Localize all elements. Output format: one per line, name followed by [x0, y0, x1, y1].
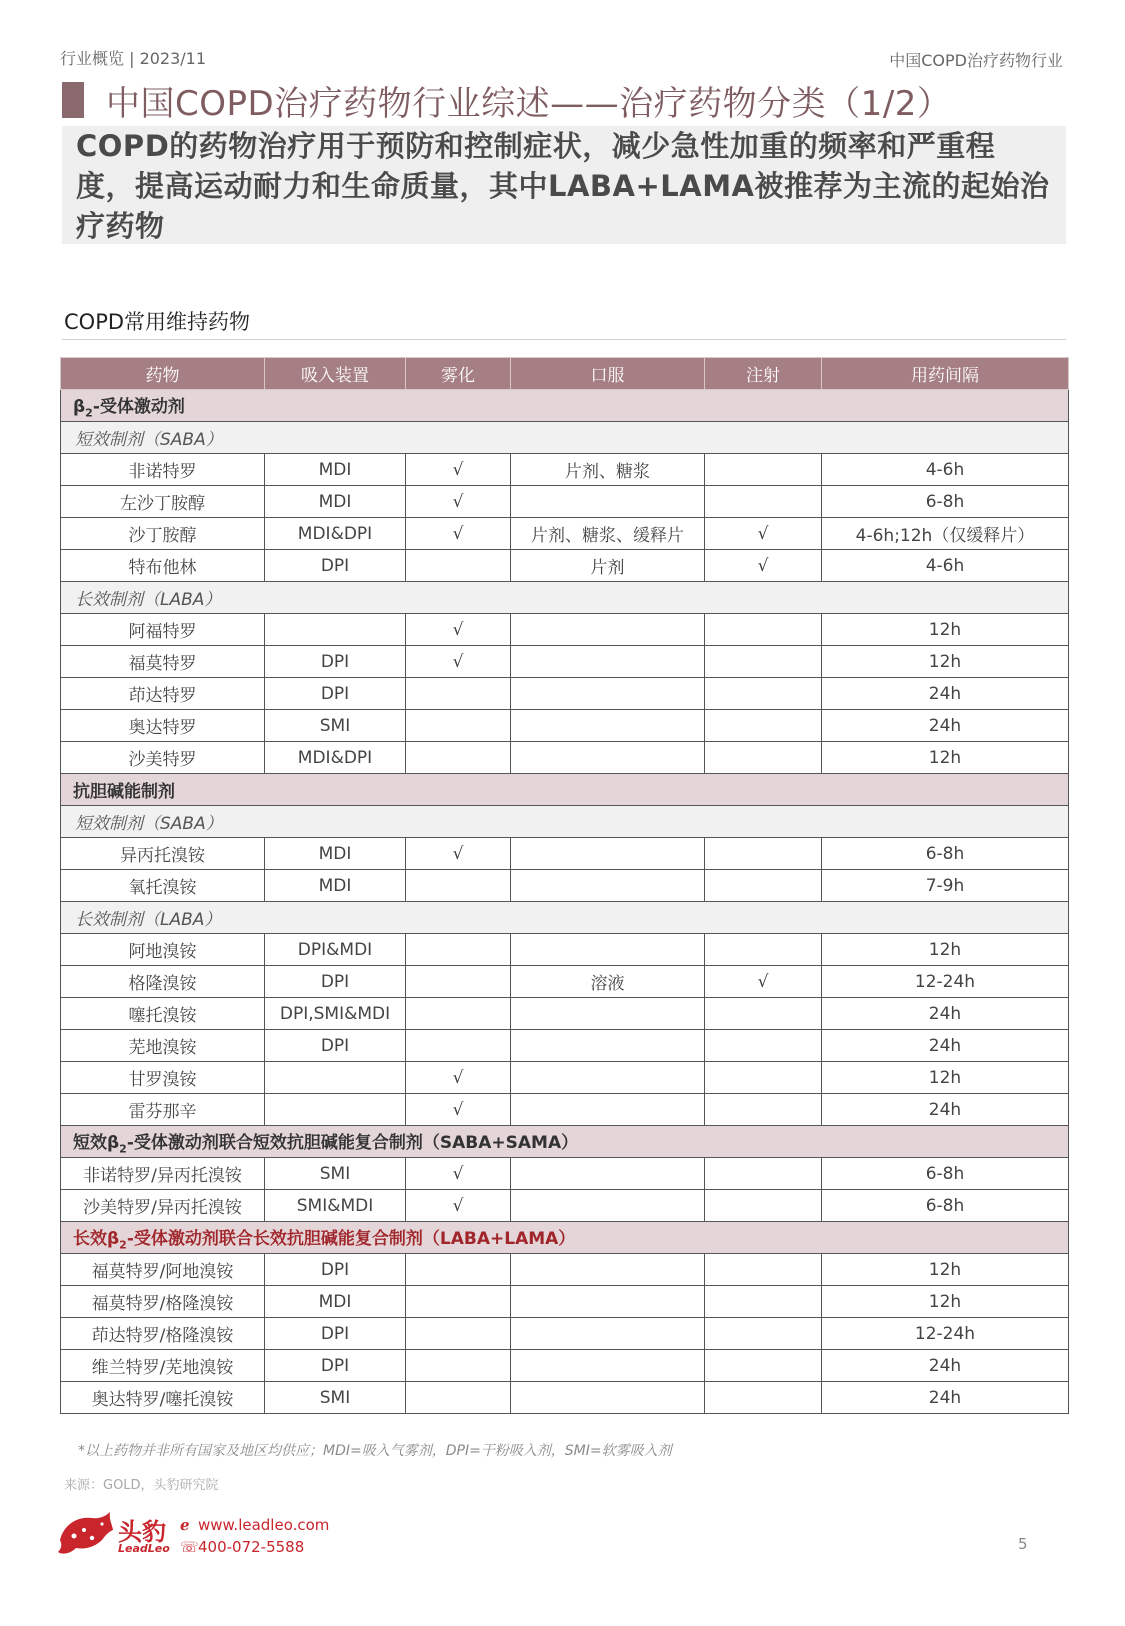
table-row [61, 870, 1069, 902]
oral-cell [511, 614, 705, 646]
drug-name-cell: 沙美特罗 [61, 742, 265, 774]
interval-cell: 12h [822, 646, 1069, 678]
drug-name-cell: 沙丁胺醇 [61, 518, 265, 550]
table-row [61, 838, 1069, 870]
oral-cell [511, 742, 705, 774]
inhaler-cell: DPI&MDI [265, 934, 406, 966]
injection-cell [705, 678, 822, 710]
subcategory-row [61, 902, 1069, 934]
table-row [61, 486, 1069, 518]
drug-name-cell: 阿福特罗 [61, 614, 265, 646]
drug-name-cell: 噻托溴铵 [61, 998, 265, 1030]
table-row [61, 454, 1069, 486]
nebulization-cell [406, 1254, 511, 1286]
interval-cell: 12h [822, 1062, 1069, 1094]
drug-name-cell: 茚达特罗 [61, 678, 265, 710]
inhaler-cell: DPI,SMI&MDI [265, 998, 406, 1030]
drug-name-cell: 雷芬那辛 [61, 1094, 265, 1126]
inhaler-cell: MDI [265, 838, 406, 870]
drug-name-cell: 奥达特罗 [61, 710, 265, 742]
table-row [61, 1094, 1069, 1126]
inhaler-cell: MDI [265, 1286, 406, 1318]
drug-name-cell: 福莫特罗 [61, 646, 265, 678]
table-row [61, 1286, 1069, 1318]
category-text-rest: -受体激动剂联合长效抗胆碱能复合制剂（LABA+LAMA） [126, 1228, 576, 1249]
interval-cell: 6-8h [822, 838, 1069, 870]
drug-name-cell: 阿地溴铵 [61, 934, 265, 966]
table-row [61, 742, 1069, 774]
nebulization-cell: √ [406, 614, 511, 646]
table-row [61, 1158, 1069, 1190]
injection-cell [705, 1062, 822, 1094]
page-number: 5 [1018, 1535, 1028, 1553]
table-row [61, 614, 1069, 646]
table-row [61, 1254, 1069, 1286]
report-meta: 行业概览 | 2023/11 [60, 49, 207, 68]
injection-cell [705, 934, 822, 966]
injection-cell [705, 1094, 822, 1126]
nebulization-cell [406, 1382, 511, 1414]
drug-name-cell: 维兰特罗/芜地溴铵 [61, 1350, 265, 1382]
subcategory-label: 长效制剂（LABA） [61, 582, 1069, 614]
category-text-rest: -受体激动剂联合短效抗胆碱能复合制剂（SABA+SAMA） [126, 1132, 579, 1153]
category-label [61, 390, 1069, 422]
table-row [61, 1318, 1069, 1350]
category-label [61, 1222, 1069, 1254]
oral-cell [511, 1286, 705, 1318]
interval-cell: 24h [822, 1094, 1069, 1126]
header-oral: 口服 [511, 358, 705, 390]
phone-icon: ☏ [180, 1538, 199, 1556]
category-text: β [73, 396, 86, 417]
category-row [61, 390, 1069, 422]
interval-cell: 4-6h [822, 454, 1069, 486]
injection-cell: √ [705, 518, 822, 550]
injection-cell [705, 838, 822, 870]
oral-cell [511, 934, 705, 966]
interval-cell: 12h [822, 1254, 1069, 1286]
nebulization-cell [406, 998, 511, 1030]
oral-cell [511, 710, 705, 742]
category-text: 抗胆碱能制剂 [73, 782, 175, 802]
table-row [61, 1382, 1069, 1414]
oral-cell [511, 1350, 705, 1382]
injection-cell [705, 1030, 822, 1062]
inhaler-cell: DPI [265, 550, 406, 582]
table-row [61, 934, 1069, 966]
category-subscript: 2 [119, 1238, 127, 1252]
injection-cell: √ [705, 966, 822, 998]
drug-name-cell: 沙美特罗/异丙托溴铵 [61, 1190, 265, 1222]
interval-cell: 24h [822, 1350, 1069, 1382]
drug-name-cell: 芜地溴铵 [61, 1030, 265, 1062]
phone-line [180, 1538, 304, 1556]
title-accent-bar [62, 82, 84, 118]
nebulization-cell: √ [406, 838, 511, 870]
injection-cell [705, 1350, 822, 1382]
injection-cell [705, 710, 822, 742]
nebulization-cell [406, 1030, 511, 1062]
leopard-logo-icon [56, 1510, 114, 1556]
inhaler-cell: SMI [265, 710, 406, 742]
oral-cell [511, 1318, 705, 1350]
category-text: 长效β [73, 1228, 120, 1249]
injection-cell [705, 1382, 822, 1414]
page-title: 中国COPD治疗药物行业综述——治疗药物分类（1/2） [106, 84, 952, 124]
nebulization-cell [406, 550, 511, 582]
drug-name-cell: 非诺特罗 [61, 454, 265, 486]
drug-name-cell: 奥达特罗/噻托溴铵 [61, 1382, 265, 1414]
interval-cell: 7-9h [822, 870, 1069, 902]
table-row [61, 966, 1069, 998]
header-injection: 注射 [705, 358, 822, 390]
oral-cell: 片剂、糖浆、缓释片 [511, 518, 705, 550]
drug-name-cell: 左沙丁胺醇 [61, 486, 265, 518]
inhaler-cell: MDI&DPI [265, 742, 406, 774]
category-subscript: 2 [119, 1142, 127, 1156]
interval-cell: 6-8h [822, 486, 1069, 518]
nebulization-cell: √ [406, 518, 511, 550]
interval-cell: 24h [822, 1030, 1069, 1062]
drug-name-cell: 异丙托溴铵 [61, 838, 265, 870]
interval-cell: 6-8h [822, 1158, 1069, 1190]
interval-cell: 24h [822, 678, 1069, 710]
oral-cell [511, 678, 705, 710]
injection-cell [705, 1318, 822, 1350]
table-row [61, 1062, 1069, 1094]
category-text: 短效β [73, 1132, 120, 1153]
oral-cell [511, 1158, 705, 1190]
phone-number: 400-072-5588 [198, 1538, 305, 1556]
section-title: COPD常用维持药物 [64, 310, 251, 334]
oral-cell: 片剂、糖浆 [511, 454, 705, 486]
header-drug: 药物 [61, 358, 265, 390]
nebulization-cell [406, 1318, 511, 1350]
category-label [61, 1126, 1069, 1158]
inhaler-cell: MDI&DPI [265, 518, 406, 550]
category-text-rest: -受体激动剂 [92, 396, 185, 417]
oral-cell [511, 1062, 705, 1094]
drug-name-cell: 格隆溴铵 [61, 966, 265, 998]
inhaler-cell: MDI [265, 454, 406, 486]
injection-cell [705, 870, 822, 902]
nebulization-cell [406, 934, 511, 966]
interval-cell: 4-6h;12h（仅缓释片） [822, 518, 1069, 550]
website-link[interactable]: www.leadleo.com [198, 1516, 330, 1534]
inhaler-cell: MDI [265, 486, 406, 518]
table-row [61, 710, 1069, 742]
interval-cell: 24h [822, 998, 1069, 1030]
header-inhaler: 吸入装置 [265, 358, 406, 390]
table-body [61, 390, 1069, 1414]
injection-cell [705, 1286, 822, 1318]
injection-cell [705, 1190, 822, 1222]
drug-name-cell: 福莫特罗/阿地溴铵 [61, 1254, 265, 1286]
category-row [61, 1126, 1069, 1158]
subcategory-row [61, 422, 1069, 454]
nebulization-cell: √ [406, 1190, 511, 1222]
subcategory-label: 短效制剂（SABA） [61, 806, 1069, 838]
inhaler-cell: MDI [265, 870, 406, 902]
drug-name-cell: 茚达特罗/格隆溴铵 [61, 1318, 265, 1350]
brand-name-en: LeadLeo [118, 1542, 170, 1555]
nebulization-cell [406, 966, 511, 998]
drug-name-cell: 甘罗溴铵 [61, 1062, 265, 1094]
footnote: *以上药物并非所有国家及地区均供应；MDI=吸入气雾剂，DPI=干粉吸入剂，SMI=软雾吸入剂 [78, 1443, 672, 1459]
table-row [61, 998, 1069, 1030]
source-note: 来源：GOLD，头豹研究院 [64, 1478, 219, 1493]
inhaler-cell: DPI [265, 966, 406, 998]
interval-cell: 6-8h [822, 1190, 1069, 1222]
injection-cell [705, 486, 822, 518]
oral-cell [511, 1030, 705, 1062]
category-row [61, 774, 1069, 806]
nebulization-cell: √ [406, 486, 511, 518]
table-row [61, 550, 1069, 582]
category-label [61, 774, 1069, 806]
subcategory-label: 短效制剂（SABA） [61, 422, 1069, 454]
nebulization-cell [406, 1286, 511, 1318]
inhaler-cell [265, 1062, 406, 1094]
table-header-row [61, 358, 1069, 390]
interval-cell: 12-24h [822, 1318, 1069, 1350]
web-icon: ℯ [180, 1516, 190, 1534]
interval-cell: 12h [822, 614, 1069, 646]
injection-cell [705, 742, 822, 774]
brand-name-cn: 头豹 [118, 1518, 166, 1546]
website-line [180, 1516, 329, 1534]
report-topic: 中国COPD治疗药物行业 [889, 51, 1063, 70]
nebulization-cell: √ [406, 454, 511, 486]
interval-cell: 12h [822, 934, 1069, 966]
inhaler-cell: DPI [265, 678, 406, 710]
subcategory-row [61, 582, 1069, 614]
drug-name-cell: 特布他林 [61, 550, 265, 582]
injection-cell [705, 1158, 822, 1190]
interval-cell: 12-24h [822, 966, 1069, 998]
drug-table [60, 357, 1069, 1414]
nebulization-cell [406, 742, 511, 774]
subcategory-row [61, 806, 1069, 838]
drug-name-cell: 非诺特罗/异丙托溴铵 [61, 1158, 265, 1190]
category-row [61, 1222, 1069, 1254]
inhaler-cell: SMI&MDI [265, 1190, 406, 1222]
section-divider [62, 339, 1066, 340]
inhaler-cell: DPI [265, 646, 406, 678]
header-interval: 用药间隔 [822, 358, 1069, 390]
oral-cell [511, 486, 705, 518]
oral-cell [511, 646, 705, 678]
summary-text: COPD的药物治疗用于预防和控制症状，减少急性加重的频率和严重程度，提高运动耐力和生命质量，其中LABA+LAMA被推荐为主流的起始治疗药物 [76, 129, 1050, 243]
table-row [61, 1190, 1069, 1222]
inhaler-cell [265, 614, 406, 646]
inhaler-cell: DPI [265, 1318, 406, 1350]
table-row [61, 678, 1069, 710]
summary-box [62, 126, 1066, 244]
interval-cell: 24h [822, 1382, 1069, 1414]
oral-cell [511, 1094, 705, 1126]
inhaler-cell: SMI [265, 1158, 406, 1190]
nebulization-cell [406, 1350, 511, 1382]
inhaler-cell: DPI [265, 1350, 406, 1382]
interval-cell: 4-6h [822, 550, 1069, 582]
inhaler-cell: DPI [265, 1030, 406, 1062]
table-row [61, 1030, 1069, 1062]
drug-name-cell: 福莫特罗/格隆溴铵 [61, 1286, 265, 1318]
header-nebulization: 雾化 [406, 358, 511, 390]
drug-name-cell: 氧托溴铵 [61, 870, 265, 902]
table-row [61, 1350, 1069, 1382]
oral-cell: 片剂 [511, 550, 705, 582]
interval-cell: 12h [822, 1286, 1069, 1318]
table-row [61, 646, 1069, 678]
inhaler-cell [265, 1094, 406, 1126]
category-subscript: 2 [85, 406, 93, 420]
inhaler-cell: SMI [265, 1382, 406, 1414]
injection-cell [705, 454, 822, 486]
interval-cell: 12h [822, 742, 1069, 774]
inhaler-cell: DPI [265, 1254, 406, 1286]
injection-cell [705, 998, 822, 1030]
injection-cell: √ [705, 550, 822, 582]
interval-cell: 24h [822, 710, 1069, 742]
injection-cell [705, 614, 822, 646]
table-row [61, 518, 1069, 550]
nebulization-cell: √ [406, 1062, 511, 1094]
injection-cell [705, 646, 822, 678]
oral-cell [511, 870, 705, 902]
oral-cell [511, 1254, 705, 1286]
nebulization-cell: √ [406, 1158, 511, 1190]
oral-cell [511, 1190, 705, 1222]
oral-cell [511, 1382, 705, 1414]
nebulization-cell: √ [406, 1094, 511, 1126]
oral-cell: 溶液 [511, 966, 705, 998]
nebulization-cell [406, 870, 511, 902]
subcategory-label: 长效制剂（LABA） [61, 902, 1069, 934]
nebulization-cell [406, 678, 511, 710]
oral-cell [511, 838, 705, 870]
nebulization-cell: √ [406, 646, 511, 678]
injection-cell [705, 1254, 822, 1286]
oral-cell [511, 998, 705, 1030]
nebulization-cell [406, 710, 511, 742]
